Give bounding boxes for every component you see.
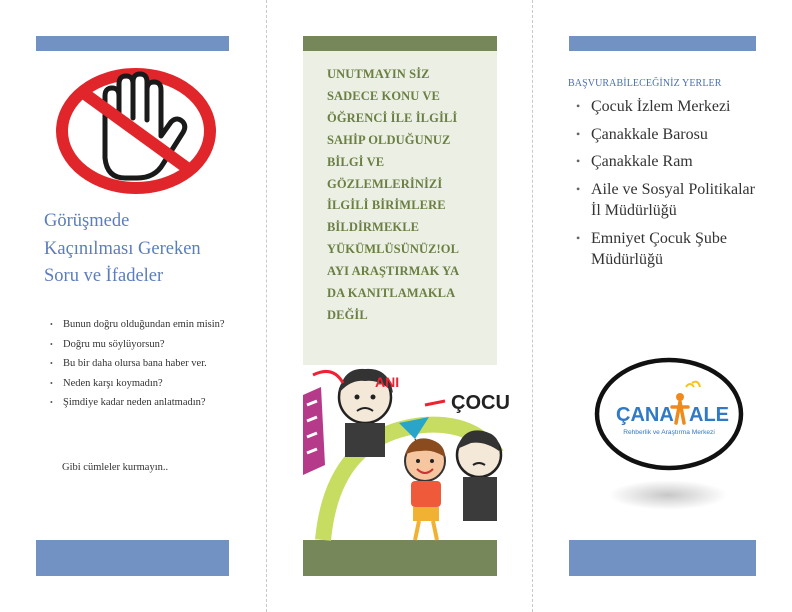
reminder-line: BİLDİRMEKLE xyxy=(327,220,420,235)
logo-text-left: ÇANA xyxy=(616,404,674,426)
logo-shadow xyxy=(608,480,728,510)
stop-hand-icon xyxy=(55,66,217,196)
panel1-title xyxy=(44,208,244,291)
canakkale-ram-logo xyxy=(594,357,744,472)
places-list xyxy=(576,96,766,277)
list-item: • Aile ve Sosyal Politikalar İl Müdürlüğü xyxy=(576,179,766,222)
reminder-text xyxy=(327,64,495,327)
panel1-top-bar xyxy=(36,36,229,51)
list-item: • Neden karşı koymadın? xyxy=(50,377,230,391)
panel1-footer-note: Gibi cümleler kurmayın.. xyxy=(62,462,169,473)
image-text-ani: ANI xyxy=(375,374,400,390)
image-text-cocu: ÇOCU xyxy=(451,392,510,414)
children-illustration xyxy=(303,365,510,540)
panel1-bottom-bar xyxy=(36,540,229,576)
list-item: • Bunun doğru olduğundan emin misin? xyxy=(50,318,230,332)
logo-subtitle: Rehberlik ve Araştırma Merkezi xyxy=(623,429,715,436)
fold-line-right xyxy=(532,0,533,612)
reminder-line: ÖĞRENCİ İLE İLGİLİ xyxy=(327,110,458,125)
reminder-line: İLGİLİ BİRİMLERE xyxy=(327,198,446,213)
reminder-line: AYI ARAŞTIRMAK YA xyxy=(327,264,460,279)
panel1-title-line-1: Görüşmede xyxy=(44,211,130,231)
list-item: • Emniyet Çocuk Şube Müdürlüğü xyxy=(576,228,766,271)
panel2-top-bar xyxy=(303,36,497,51)
reminder-line: YÜKÜMLÜSÜNÜZ!OL xyxy=(327,242,460,257)
fold-line-left xyxy=(266,0,267,612)
avoid-questions-list xyxy=(50,318,230,416)
panel2-bottom-bar xyxy=(303,540,497,576)
list-item: • Çanakkale Ram xyxy=(576,151,766,173)
reminder-line: SAHİP OLDUĞUNUZ xyxy=(327,132,451,147)
panel3-bottom-bar xyxy=(569,540,756,576)
panel3-top-bar xyxy=(569,36,756,51)
logo-text-right: ALE xyxy=(689,404,729,426)
places-heading: BAŞVURABİLECEĞİNİZ YERLER xyxy=(568,78,722,89)
reminder-line: DEĞİL xyxy=(327,307,368,322)
reminder-line: BİLGİ VE xyxy=(327,154,385,169)
reminder-line: SADECE KONU VE xyxy=(327,88,440,103)
reminder-line: GÖZLEMLERİNİZİ xyxy=(327,176,443,191)
list-item: • Bu bir daha olursa bana haber ver. xyxy=(50,357,230,371)
list-item: • Doğru mu söylüyorsun? xyxy=(50,338,230,352)
list-item: • Şimdiye kadar neden anlatmadın? xyxy=(50,396,230,410)
list-item: • Çocuk İzlem Merkezi xyxy=(576,96,766,118)
reminder-line: UNUTMAYIN SİZ xyxy=(327,67,430,81)
reminder-line: DA KANITLAMAKLA xyxy=(327,286,456,301)
panel1-title-line-3: Soru ve İfadeler xyxy=(44,266,164,286)
list-item: • Çanakkale Barosu xyxy=(576,124,766,146)
panel1-title-line-2: Kaçınılması Gereken xyxy=(44,238,201,259)
